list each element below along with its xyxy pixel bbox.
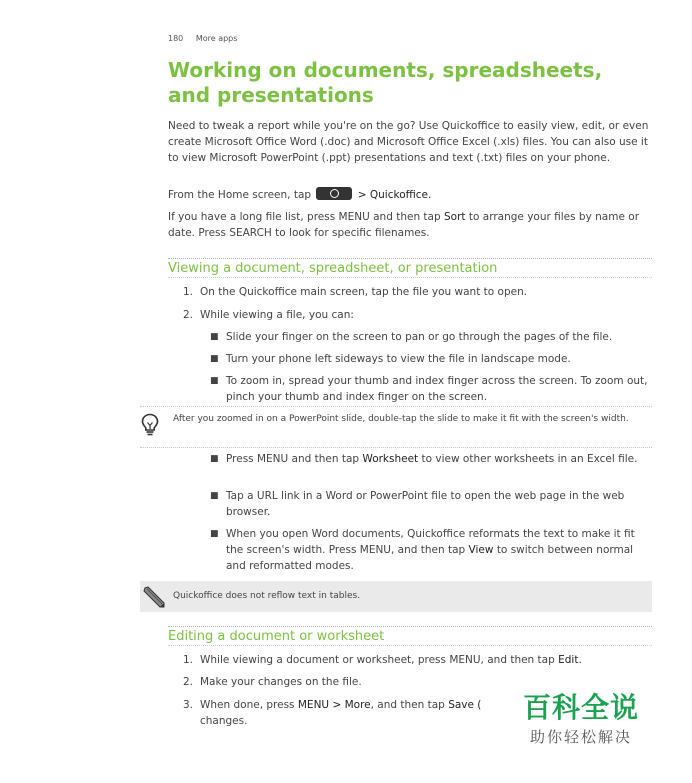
lightbulb-icon: [140, 413, 160, 437]
all-apps-icon: [316, 187, 352, 200]
list-item-continuation: [200, 713, 400, 729]
bullet-item: [210, 373, 650, 405]
page-title: Working on documents, spreadsheets, and presentations: [168, 58, 603, 107]
bullet-item: [210, 526, 650, 574]
watermark: [516, 690, 646, 748]
save-label: Save (: [448, 699, 482, 711]
bullet-text: [210, 451, 650, 467]
watermark-title: 百科全说: [522, 691, 639, 724]
intro-paragraph: Need to tweak a report while you're on the go? Use Quickoffice to easily view, edit, or even create Microsoft Office Word (.doc) and Microsoft Office Excel (.xls) files. You can also use it to view Microsoft PowerPoint (.ppt) presentations and text (.txt) files on your phone.: [168, 120, 649, 164]
sort-text-before: If you have a long file list, press MENU and then tap: [168, 211, 441, 223]
instruction-text: From the Home screen, tap: [168, 189, 312, 201]
bullet-text: Tap a URL link in a Word or PowerPoint file to open the web page in the web browser.: [226, 490, 625, 518]
sort-label: Sort: [444, 211, 466, 223]
step-number: 2.: [183, 309, 194, 321]
bullet-icon: ■: [210, 354, 219, 364]
section-heading-viewing: Viewing a document, spreadsheet, or presentation: [168, 258, 652, 278]
bullet-text-part: Press MENU and then tap: [226, 453, 360, 465]
menu-more-label: MENU > More: [297, 699, 371, 711]
bullet-icon: ■: [210, 376, 219, 386]
step-number: 2.: [183, 676, 194, 688]
list-item: [183, 284, 653, 300]
bullet-icon: ■: [210, 332, 219, 342]
step-number: 1.: [183, 654, 194, 666]
step-text: When done, press: [200, 699, 295, 711]
quickoffice-label: > Quickoffice.: [357, 189, 432, 201]
bullet-text: Slide your finger on the screen to pan or go through the pages of the file.: [226, 331, 613, 343]
bullet-item: [210, 351, 650, 367]
bullet-text: [210, 526, 650, 574]
note-box: [140, 581, 652, 612]
tip-box: [140, 406, 652, 448]
bullet-text: To zoom in, spread your thumb and index finger across the screen. To zoom out, pinch your thumb and index finger on the screen.: [226, 375, 648, 403]
section-heading-editing: Editing a document or worksheet: [168, 626, 652, 646]
bullet-item: [210, 488, 650, 520]
header-section: More apps: [195, 34, 238, 43]
bullet-text-part: When you open Word documents, Quickoffice reformats the text to make it fit the screen's width. Press MENU, and then tap: [226, 528, 635, 556]
bullet-icon: ■: [210, 454, 219, 464]
edit-label: Edit: [558, 654, 579, 666]
note-text: Quickoffice does not reflow text in tables.: [173, 591, 361, 601]
home-screen-instruction: [168, 187, 652, 203]
watermark-subtitle: 助你轻松解决: [529, 728, 632, 746]
sort-text-after: to arrange your files by name or date. Press SEARCH to look for specific filenames.: [168, 211, 640, 239]
page-header: [168, 34, 237, 43]
bullet-icon: ■: [210, 491, 219, 501]
pencil-icon: [142, 585, 166, 609]
step-text: Make your changes on the file.: [200, 676, 362, 688]
bullet-text: Turn your phone left sideways to view the file in landscape mode.: [226, 353, 571, 365]
bullet-icon: ■: [210, 529, 219, 539]
list-item: [183, 652, 653, 668]
step-number: 3.: [183, 699, 194, 711]
worksheet-label: Worksheet: [362, 453, 419, 465]
sort-paragraph: [168, 209, 652, 241]
step-text: On the Quickoffice main screen, tap the file you want to open.: [200, 286, 528, 298]
step-text: , and then tap: [370, 699, 445, 711]
step-text: changes.: [200, 715, 248, 727]
page-number: 180: [168, 34, 184, 43]
step-text: .: [578, 654, 582, 666]
view-label: View: [468, 544, 494, 556]
list-item: [183, 674, 653, 690]
step-text: While viewing a file, you can:: [200, 309, 354, 321]
step-number: 1.: [183, 286, 194, 298]
step-text: While viewing a document or worksheet, press MENU, and then tap: [200, 654, 555, 666]
bullet-item: [210, 329, 650, 345]
tip-text: After you zoomed in on a PowerPoint slide, double-tap the slide to make it fit with the screen's width.: [173, 414, 629, 424]
bullet-item: [210, 451, 650, 467]
bullet-text-part: to view other worksheets in an Excel file.: [421, 453, 638, 465]
list-item: [183, 697, 503, 713]
bullet-text-part: to switch between normal and reformatted modes.: [226, 544, 634, 572]
list-item: [183, 307, 653, 323]
